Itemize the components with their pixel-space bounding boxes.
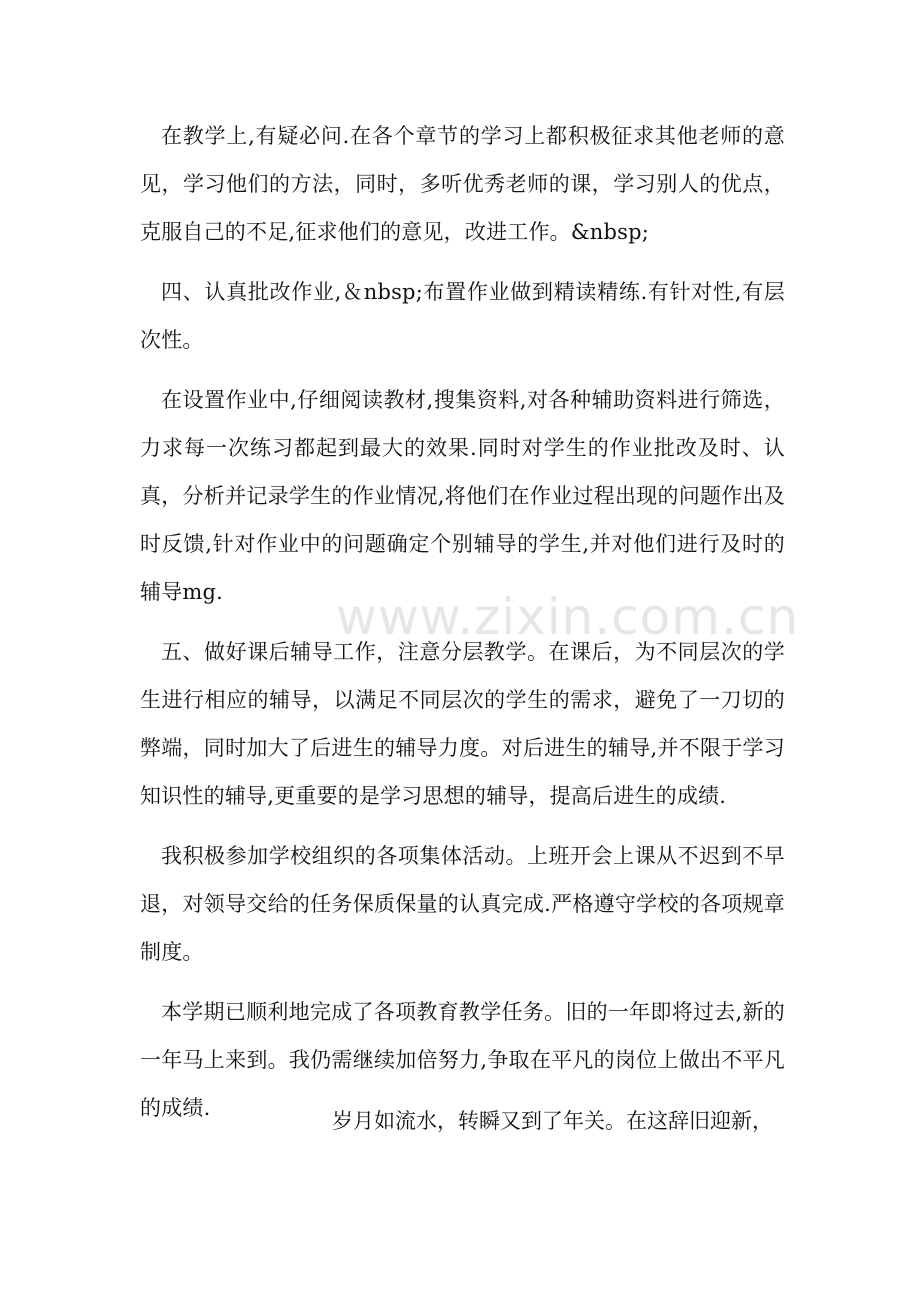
watermark-text: www.zixin.com.cn	[336, 588, 800, 646]
document-body	[140, 112, 785, 1144]
paragraph-5: 我积极参加学校组织的各项集体活动。上班开会上课从不迟到不早退，对领导交给的任务保质保量的认真完成.严格遵守学校的各项规章制度。	[140, 844, 785, 964]
closing-line: 岁月如流水，转瞬又到了年关。在这辞旧迎新，	[332, 1109, 773, 1133]
paragraph-6: 本学期已顺利地完成了各项教育教学任务。旧的一年即将过去,新的一年马上来到。我仍需继续加倍努力,争取在平凡的岗位上做出不平凡的成绩.	[140, 1000, 785, 1120]
paragraph-4: 五、做好课后辅导工作，注意分层教学。在课后，为不同层次的学生进行相应的辅导，以满足不同层次的学生的需求，避免了一刀切的弊端，同时加大了后进生的辅导力度。对后进生的辅导,并不限于学习知识性的辅导,更重要的是学习思想的辅导，提高后进生的成绩.	[140, 640, 785, 808]
paragraph-3: 在设置作业中,仔细阅读教材,搜集资料,对各种辅助资料进行筛选，力求每一次练习都起到最大的效果.同时对学生的作业批改及时、认真，分析并记录学生的作业情况,将他们在作业过程出现的问题作出及时反馈,针对作业中的问题确定个别辅导的学生,并对他们进行及时的辅导mg.	[140, 388, 785, 604]
paragraph-1: 在教学上,有疑必问.在各个章节的学习上都积极征求其他老师的意见，学习他们的方法，同时，多听优秀老师的课，学习别人的优点，克服自己的不足,征求他们的意见，改进工作。&nbsp;	[140, 124, 785, 244]
paragraph-2: 四、认真批改作业,＆nbsp;布置作业做到精读精练.有针对性,有层次性。	[140, 280, 785, 352]
